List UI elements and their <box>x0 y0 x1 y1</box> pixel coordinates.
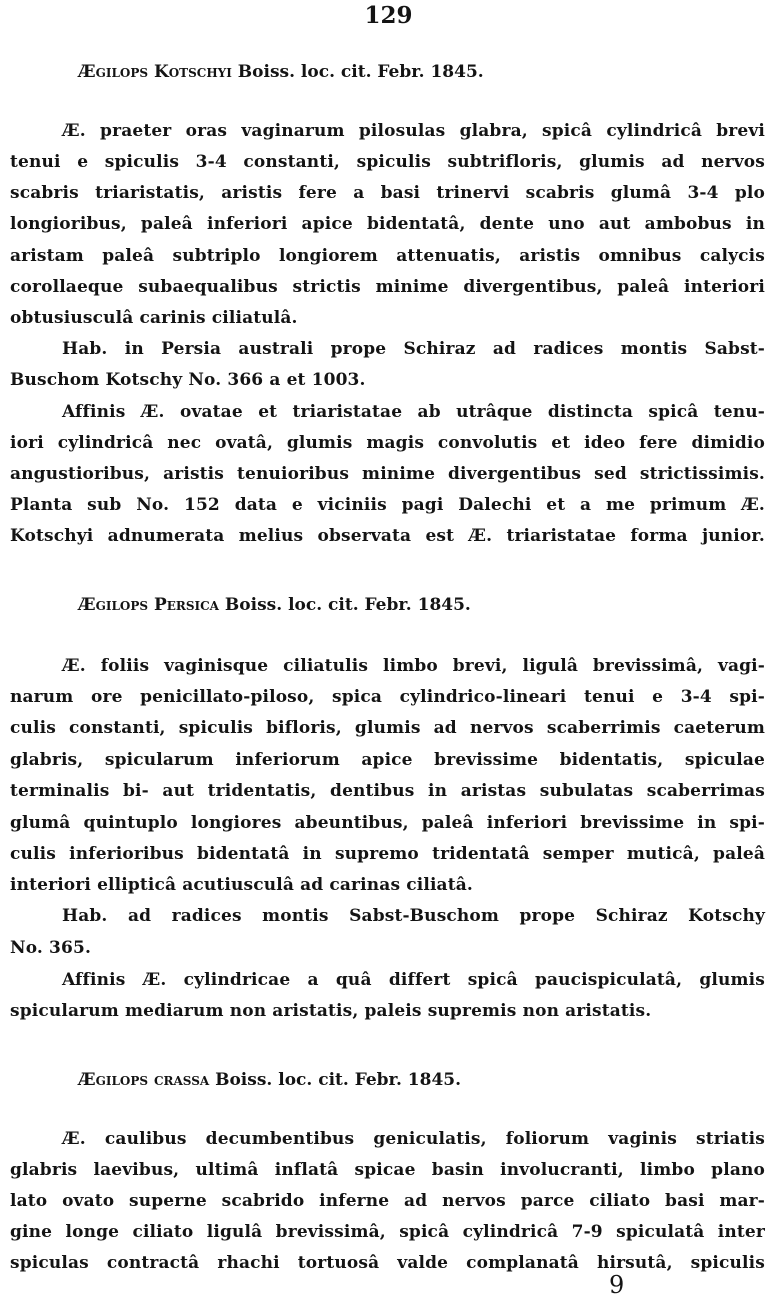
text-line: lato ovato superne scabrido inferne ad nervos parce ciliato basi mar- <box>10 1191 765 1211</box>
text-line: gine longe ciliato ligulâ brevissimâ, spicâ cylindricâ 7-9 spiculatâ inter <box>10 1222 765 1242</box>
signature-mark: 9 <box>609 1271 625 1299</box>
heading-species: crassa <box>153 1070 210 1090</box>
heading-genus: Ægilops <box>78 62 149 82</box>
text-line: No. 365. <box>10 938 92 958</box>
heading-genus: Ægilops <box>78 595 149 615</box>
text-line: Buschom Kotschy No. 366 a et 1003. <box>10 370 366 390</box>
text-line: Affinis Æ. ovatae et triaristatae ab utrâque distincta spicâ tenu- <box>62 402 765 422</box>
text-line: culis inferioribus bidentatâ in supremo tridentatâ semper muticâ, paleâ <box>10 844 765 864</box>
text-line: tenui e spiculis 3-4 constanti, spiculis subtrifloris, glumis ad nervos <box>10 152 765 172</box>
species-heading <box>78 62 484 82</box>
heading-species: Kotschyi <box>153 62 232 82</box>
text-line: culis constanti, spiculis bifloris, glumis ad nervos scaberrimis caeterum <box>10 718 765 738</box>
text-line: Kotschyi adnumerata melius observata est Æ. triaristatae forma junior. <box>10 526 765 546</box>
text-line: longioribus, paleâ inferiori apice bidentatâ, dente uno aut ambobus in <box>10 214 765 234</box>
text-line: spicularum mediarum non aristatis, paleis supremis non aristatis. <box>10 1001 652 1021</box>
text-line: terminalis bi- aut tridentatis, dentibus in aristas subulatas scaberrimas <box>10 781 765 801</box>
text-line: Hab. ad radices montis Sabst-Buschom prope Schiraz Kotschy <box>62 906 765 926</box>
text-line: aristam paleâ subtriplo longiorem attenuatis, aristis omnibus calycis <box>10 246 765 266</box>
species-heading <box>78 1070 461 1090</box>
text-line: obtusiusculâ carinis ciliatulâ. <box>10 308 298 328</box>
text-line: Æ. foliis vaginisque ciliatulis limbo brevi, ligulâ brevissimâ, vagi- <box>62 656 765 676</box>
heading-genus: Ægilops <box>78 1070 149 1090</box>
text-line: Æ. praeter oras vaginarum pilosulas glabra, spicâ cylindricâ brevi <box>62 121 765 141</box>
text-line: glumâ quintuplo longiores abeuntibus, paleâ inferiori brevissime in spi- <box>10 813 765 833</box>
text-line: spiculas contractâ rhachi tortuosâ valde complanatâ hirsutâ, spiculis <box>10 1253 765 1273</box>
text-line: angustioribus, aristis tenuioribus minime divergentibus sed strictissimis. <box>10 464 765 484</box>
heading-species: Persica <box>153 595 219 615</box>
text-line: Affinis Æ. cylindricae a quâ differt spicâ paucispiculatâ, glumis <box>62 970 765 990</box>
text-line: Æ. caulibus decumbentibus geniculatis, foliorum vaginis striatis <box>62 1129 765 1149</box>
text-line: glabris, spicularum inferiorum apice brevissime bidentatis, spiculae <box>10 750 765 770</box>
text-line: scabris triaristatis, aristis fere a basi trinervi scabris glumâ 3-4 plo <box>10 183 765 203</box>
text-line: glabris laevibus, ultimâ inflatâ spicae basin involucranti, limbo plano <box>10 1160 765 1180</box>
text-line: interiori ellipticâ acutiusculâ ad carinas ciliatâ. <box>10 875 473 895</box>
text-line: iori cylindricâ nec ovatâ, glumis magis convolutis et ideo fere dimidio <box>10 433 765 453</box>
text-line: corollaeque subaequalibus strictis minime divergentibus, paleâ interiori <box>10 277 765 297</box>
heading-citation: Boiss. loc. cit. Febr. 1845. <box>209 1070 462 1090</box>
page-number: 129 <box>364 2 413 29</box>
species-heading <box>78 595 471 615</box>
text-line: narum ore penicillato-piloso, spica cylindrico-lineari tenui e 3-4 spi- <box>10 687 765 707</box>
text-line: Planta sub No. 152 data e viciniis pagi Dalechi et a me primum Æ. <box>10 495 765 515</box>
text-line: Hab. in Persia australi prope Schiraz ad radices montis Sabst- <box>62 339 765 359</box>
heading-citation: Boiss. loc. cit. Febr. 1845. <box>231 62 484 82</box>
heading-citation: Boiss. loc. cit. Febr. 1845. <box>219 595 471 615</box>
